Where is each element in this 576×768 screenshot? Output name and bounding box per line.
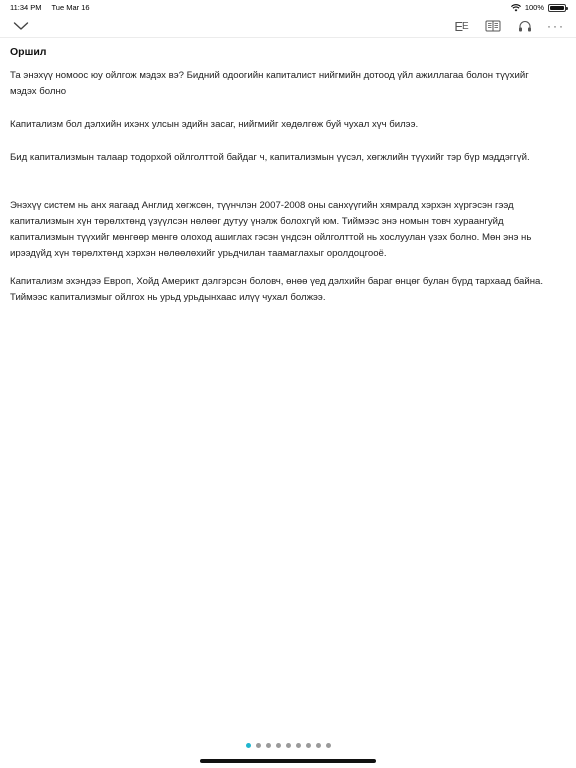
battery-fill xyxy=(550,6,564,10)
status-bar xyxy=(0,0,576,14)
battery-icon xyxy=(548,4,566,12)
page-dot[interactable] xyxy=(316,743,321,748)
article-paragraph: Та энэхүү номоос юу ойлгож мэдэх вэ? Бидний одоогийн капиталист нийгмийн дотоод үйл ажиллагаа болон түүхийг мэдэх болно xyxy=(10,70,529,97)
article-paragraph: Капитализм бол дэлхийн ихэнх улсын эдийн засаг, нийгмийг хөдөлгөж буй чухал хүч билээ. xyxy=(10,119,419,130)
article-paragraph: Энэхүү систем нь анх яагаад Англид хөгжсөн, түүнчлэн 2007-2008 оны санхүүгийн хямралд хэрхэн хүргэсэн гээд капитализмын хүн төрөлхтөнд үзүүлсэн нөлөөг дутуу үнэлж болохгүй юм. Тиймээс энэ номын товч хураангуйд капитализмын түүхийг мөнгөөр мөнгө олоход ашиглах гэсэн үндсэн ойлголттой нь хослуулан үзэх болно. Мөн энэ нь ирээдүйд хүн төрөлхтөнд хэрхэн нөлөөлөхийг урьдчилан таамаглахыг оролдоцгооё. xyxy=(10,200,532,259)
page-dot[interactable] xyxy=(266,743,271,748)
more-icon: ··· xyxy=(547,19,565,33)
chevron-down-icon xyxy=(13,21,29,31)
page-dot[interactable] xyxy=(276,743,281,748)
reader-toolbar xyxy=(0,14,576,38)
status-left xyxy=(10,3,98,12)
book-icon xyxy=(485,20,501,32)
audio-button[interactable] xyxy=(514,16,536,36)
article-paragraph: Капитализм эхэндээ Европ, Хойд Америкт дэлгэрсэн боловч, өнөө үед дэлхийн бараг өнцөг булан бүрд тархаад байна. Тиймээс капитализмыг ойлгох нь урьд урьдынхаас илүү чухал болжээ. xyxy=(10,276,543,303)
page-dot[interactable] xyxy=(296,743,301,748)
status-date: Tue Mar 16 xyxy=(51,3,90,12)
collapse-button[interactable] xyxy=(10,16,32,36)
page-indicator[interactable] xyxy=(0,743,576,748)
font-settings-button[interactable] xyxy=(450,16,472,36)
page-dot[interactable] xyxy=(286,743,291,748)
page-dot[interactable] xyxy=(256,743,261,748)
article-heading: Оршил xyxy=(10,46,47,58)
page-dot[interactable] xyxy=(246,743,251,748)
home-indicator[interactable] xyxy=(200,759,376,763)
reading-mode-button[interactable] xyxy=(482,16,504,36)
article-content xyxy=(10,44,550,303)
status-time: 11:34 PM xyxy=(10,3,42,12)
battery-percent: 100% xyxy=(524,3,544,12)
headphones-icon xyxy=(518,20,532,32)
article-paragraph: Бид капитализмын талаар тодорхой ойлголттой байдаг ч, капитализмын үүсэл, хөгжлийн түүхийг тэр бүр мэддэггүй. xyxy=(10,152,530,163)
wifi-icon xyxy=(511,4,521,12)
page-dot[interactable] xyxy=(306,743,311,748)
font-settings-large-letter: E xyxy=(454,18,462,34)
font-settings-small-letter: E xyxy=(462,20,468,32)
status-right xyxy=(511,3,566,12)
page-dot[interactable] xyxy=(326,743,331,748)
more-options-button[interactable] xyxy=(544,16,568,36)
